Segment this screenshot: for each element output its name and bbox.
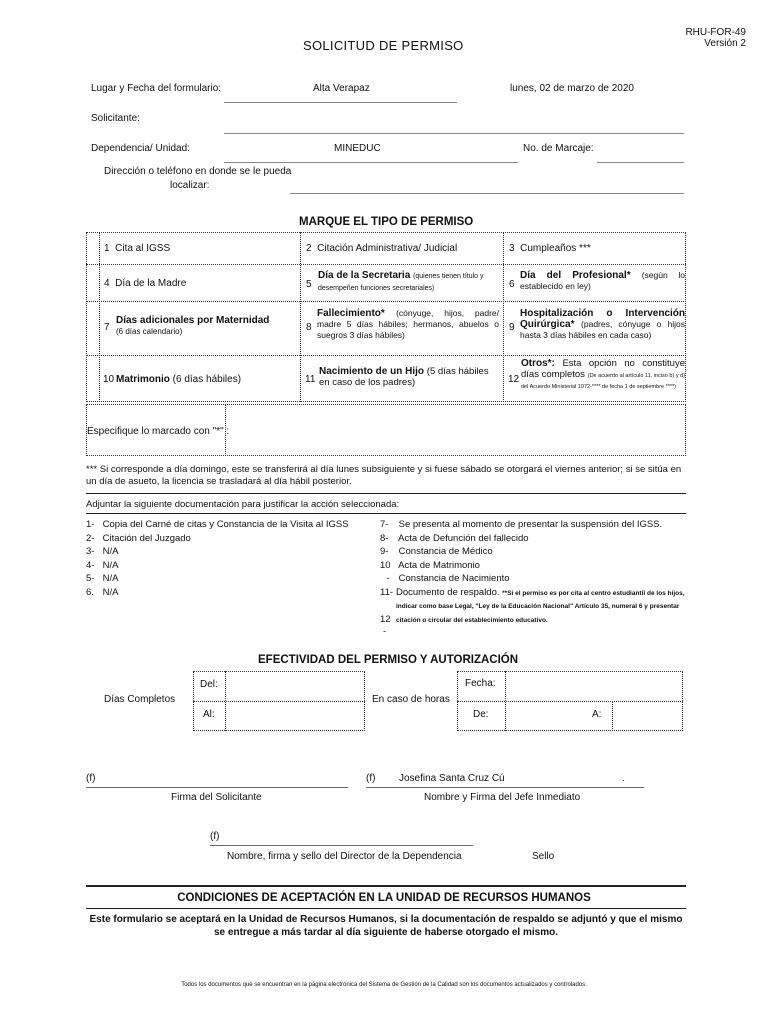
- doc-version: Versión 2: [704, 38, 746, 49]
- permit-types-heading: MARQUE EL TIPO DE PERMISO: [299, 216, 474, 228]
- f-mark-solicitante: (f): [86, 773, 96, 784]
- lugar-value[interactable]: Alta Verapaz: [313, 83, 370, 94]
- documents-left-list: [86, 518, 376, 599]
- permit-num-9: 9: [509, 322, 515, 333]
- del-field[interactable]: [227, 673, 363, 700]
- permit-item-12[interactable]: Otros*: Esta opción no constituye días completos (De acuerdo al artículo 11, inciso b) y d) del Acuerdo Ministerial 1972-**** de fecha 1 de septiembre ****): [521, 358, 686, 390]
- permit-item-9[interactable]: Hospitalización o Intervención Quirúrgica* (padres, cónyuge o hijos hasta 3 días hábiles en cada caso): [520, 308, 685, 340]
- list-item: 10 Acta de Matrimonio: [380, 559, 480, 571]
- permit-item-8[interactable]: Fallecimiento* (cónyuge, hijos, padre/ madre 5 días hábiles; hermanos, abuelos o suegros 3 días hábiles): [317, 308, 499, 340]
- lugar-line: [224, 102, 457, 103]
- a-field[interactable]: [614, 703, 681, 730]
- adjuntar-label: Adjuntar la siguiente documentación para justificar la acción seleccionada:: [86, 499, 400, 510]
- list-item: 8- Acta de Defunción del fallecido: [380, 532, 529, 544]
- de-label: De:: [473, 709, 489, 720]
- a-label: A:: [592, 709, 602, 720]
- en-caso-horas-label: En caso de horas: [372, 694, 450, 705]
- doc-12-dash: -: [383, 626, 387, 637]
- permit-num-6: 6: [509, 279, 515, 290]
- permit-num-7: 7: [104, 322, 110, 333]
- firma-solicitante-label: Firma del Solicitante: [171, 792, 262, 803]
- dependencia-line: [224, 162, 518, 163]
- fecha-value[interactable]: lunes, 02 de marzo de 2020: [510, 83, 634, 94]
- firma-jefe-label: Nombre y Firma del Jefe Inmediato: [424, 792, 581, 803]
- permit-num-8: 8: [306, 322, 312, 333]
- list-item: 4- N/A: [86, 559, 119, 571]
- jefe-name[interactable]: Josefina Santa Cruz Cú: [399, 773, 505, 784]
- conditions-heading: CONDICIONES DE ACEPTACIÓN EN LA UNIDAD DE RECURSOS HUMANOS: [177, 892, 591, 904]
- firma-director-line[interactable]: [210, 845, 473, 846]
- list-item: 1- Copia del Carné de citas y Constancia de la Visita al IGSS: [86, 519, 349, 530]
- list-item: 9- Constancia de Médico: [380, 546, 493, 557]
- list-item: 2- Citación del Juzgado: [86, 532, 191, 544]
- effectiveness-heading: EFECTIVIDAD DEL PERMISO Y AUTORIZACIÓN: [258, 654, 519, 666]
- sello-label: Sello: [532, 851, 555, 862]
- firma-solicitante-line[interactable]: [86, 787, 348, 788]
- firma-jefe-line: [366, 787, 644, 788]
- list-item: 11- Documento de respaldo. **Si el permiso es por cita al centro estudiantil de los hijos, indicar como base Legal, "Ley de la Educación Nacional" Artículo 35, numeral 6 y presentar citación o circular del establecimiento educativo.: [380, 586, 685, 624]
- permit-num-12: 12: [508, 374, 520, 385]
- jefe-dot: .: [622, 773, 625, 784]
- list-item: - Constancia de Nacimiento: [386, 573, 510, 584]
- permit-item-7[interactable]: Días adicionales por Maternidad (6 días calendario): [116, 315, 270, 336]
- director-label: Nombre, firma y sello del Director de la Dependencia: [227, 851, 462, 862]
- direccion-label-2: localizar:: [170, 180, 210, 191]
- especifique-field[interactable]: [228, 406, 683, 454]
- doc-code: RHU-FOR-49: [685, 27, 746, 38]
- list-item: 7- Se presenta al momento de presentar la suspensión del IGSS.: [380, 519, 663, 530]
- permit-num-11: 11: [305, 374, 316, 385]
- footer-text: Todos los documentos que se encuentran en la página electrónica del Sistema de Gestión de la Calidad son los documentos actualizados y controlados.: [181, 982, 587, 988]
- fecha-field[interactable]: [507, 673, 681, 700]
- asterisk-note: *** Si corresponde a día domingo, este se transferirá al día lunes subsiguiente y si fuese sábado se otorgará el viernes anterior; si se sitúa en un día de asueto, la licencia se trasladará al día hábil posterior.: [86, 464, 682, 487]
- permit-item-1[interactable]: 1 Cita al IGSS: [104, 243, 171, 254]
- permit-item-11[interactable]: Nacimiento de un Hijo (5 días hábiles en caso de los padres): [319, 366, 489, 388]
- permit-item-2[interactable]: 2 Citación Administrativa/ Judicial: [306, 243, 458, 254]
- marcaje-label: No. de Marcaje:: [523, 143, 594, 154]
- dependencia-label: Dependencia/ Unidad:: [91, 143, 190, 154]
- list-item: 3- N/A: [86, 546, 119, 557]
- permit-item-6[interactable]: Día del Profesional* (según lo establecido en ley): [520, 270, 686, 291]
- page-title: SOLICITUD DE PERMISO: [303, 38, 464, 53]
- lugar-label: Lugar y Fecha del formulario:: [91, 83, 222, 94]
- conditions-text: Este formulario se aceptará en la Unidad de Recursos Humanos, si la documentación de respaldo se adjuntó y que el mismo se entregue a más tardar al día siguiente de haberse otorgado el mismo.: [89, 914, 683, 938]
- f-mark-jefe: (f): [366, 773, 376, 784]
- solicitante-label: Solicitante:: [91, 113, 140, 124]
- permit-item-4[interactable]: 4 Día de la Madre: [104, 278, 187, 289]
- permit-num-5: 5: [306, 279, 312, 290]
- del-label: Del:: [200, 679, 218, 690]
- marcaje-field[interactable]: [597, 162, 684, 163]
- de-field[interactable]: [507, 703, 587, 730]
- documents-right-list: [380, 518, 686, 626]
- permit-item-3[interactable]: 3 Cumpleaños ***: [509, 243, 591, 254]
- permit-num-10: 10: [103, 374, 115, 385]
- al-label: Al:: [203, 709, 215, 720]
- direccion-label-1: Dirección o teléfono en donde se le pueda: [104, 166, 292, 177]
- list-item: 5- N/A: [86, 573, 119, 584]
- permit-item-5[interactable]: Día de la Secretaria (quienes tienen título y desempeñen funciones secretariales): [318, 270, 484, 292]
- direccion-field[interactable]: [290, 193, 684, 194]
- doc-12-num: 12: [380, 614, 391, 625]
- permit-item-10[interactable]: Matrimonio (6 días hábiles): [116, 374, 242, 385]
- fecha-label: Fecha:: [465, 678, 496, 689]
- f-mark-director: (f): [210, 831, 220, 842]
- dependencia-value[interactable]: MINEDUC: [334, 143, 381, 154]
- solicitante-field[interactable]: [224, 133, 684, 134]
- dias-completos-label: Días Completos: [104, 694, 176, 705]
- especifique-label: Especifique lo marcado con "*" :: [87, 426, 230, 437]
- list-item: 6. N/A: [86, 586, 119, 598]
- al-field[interactable]: [227, 703, 363, 730]
